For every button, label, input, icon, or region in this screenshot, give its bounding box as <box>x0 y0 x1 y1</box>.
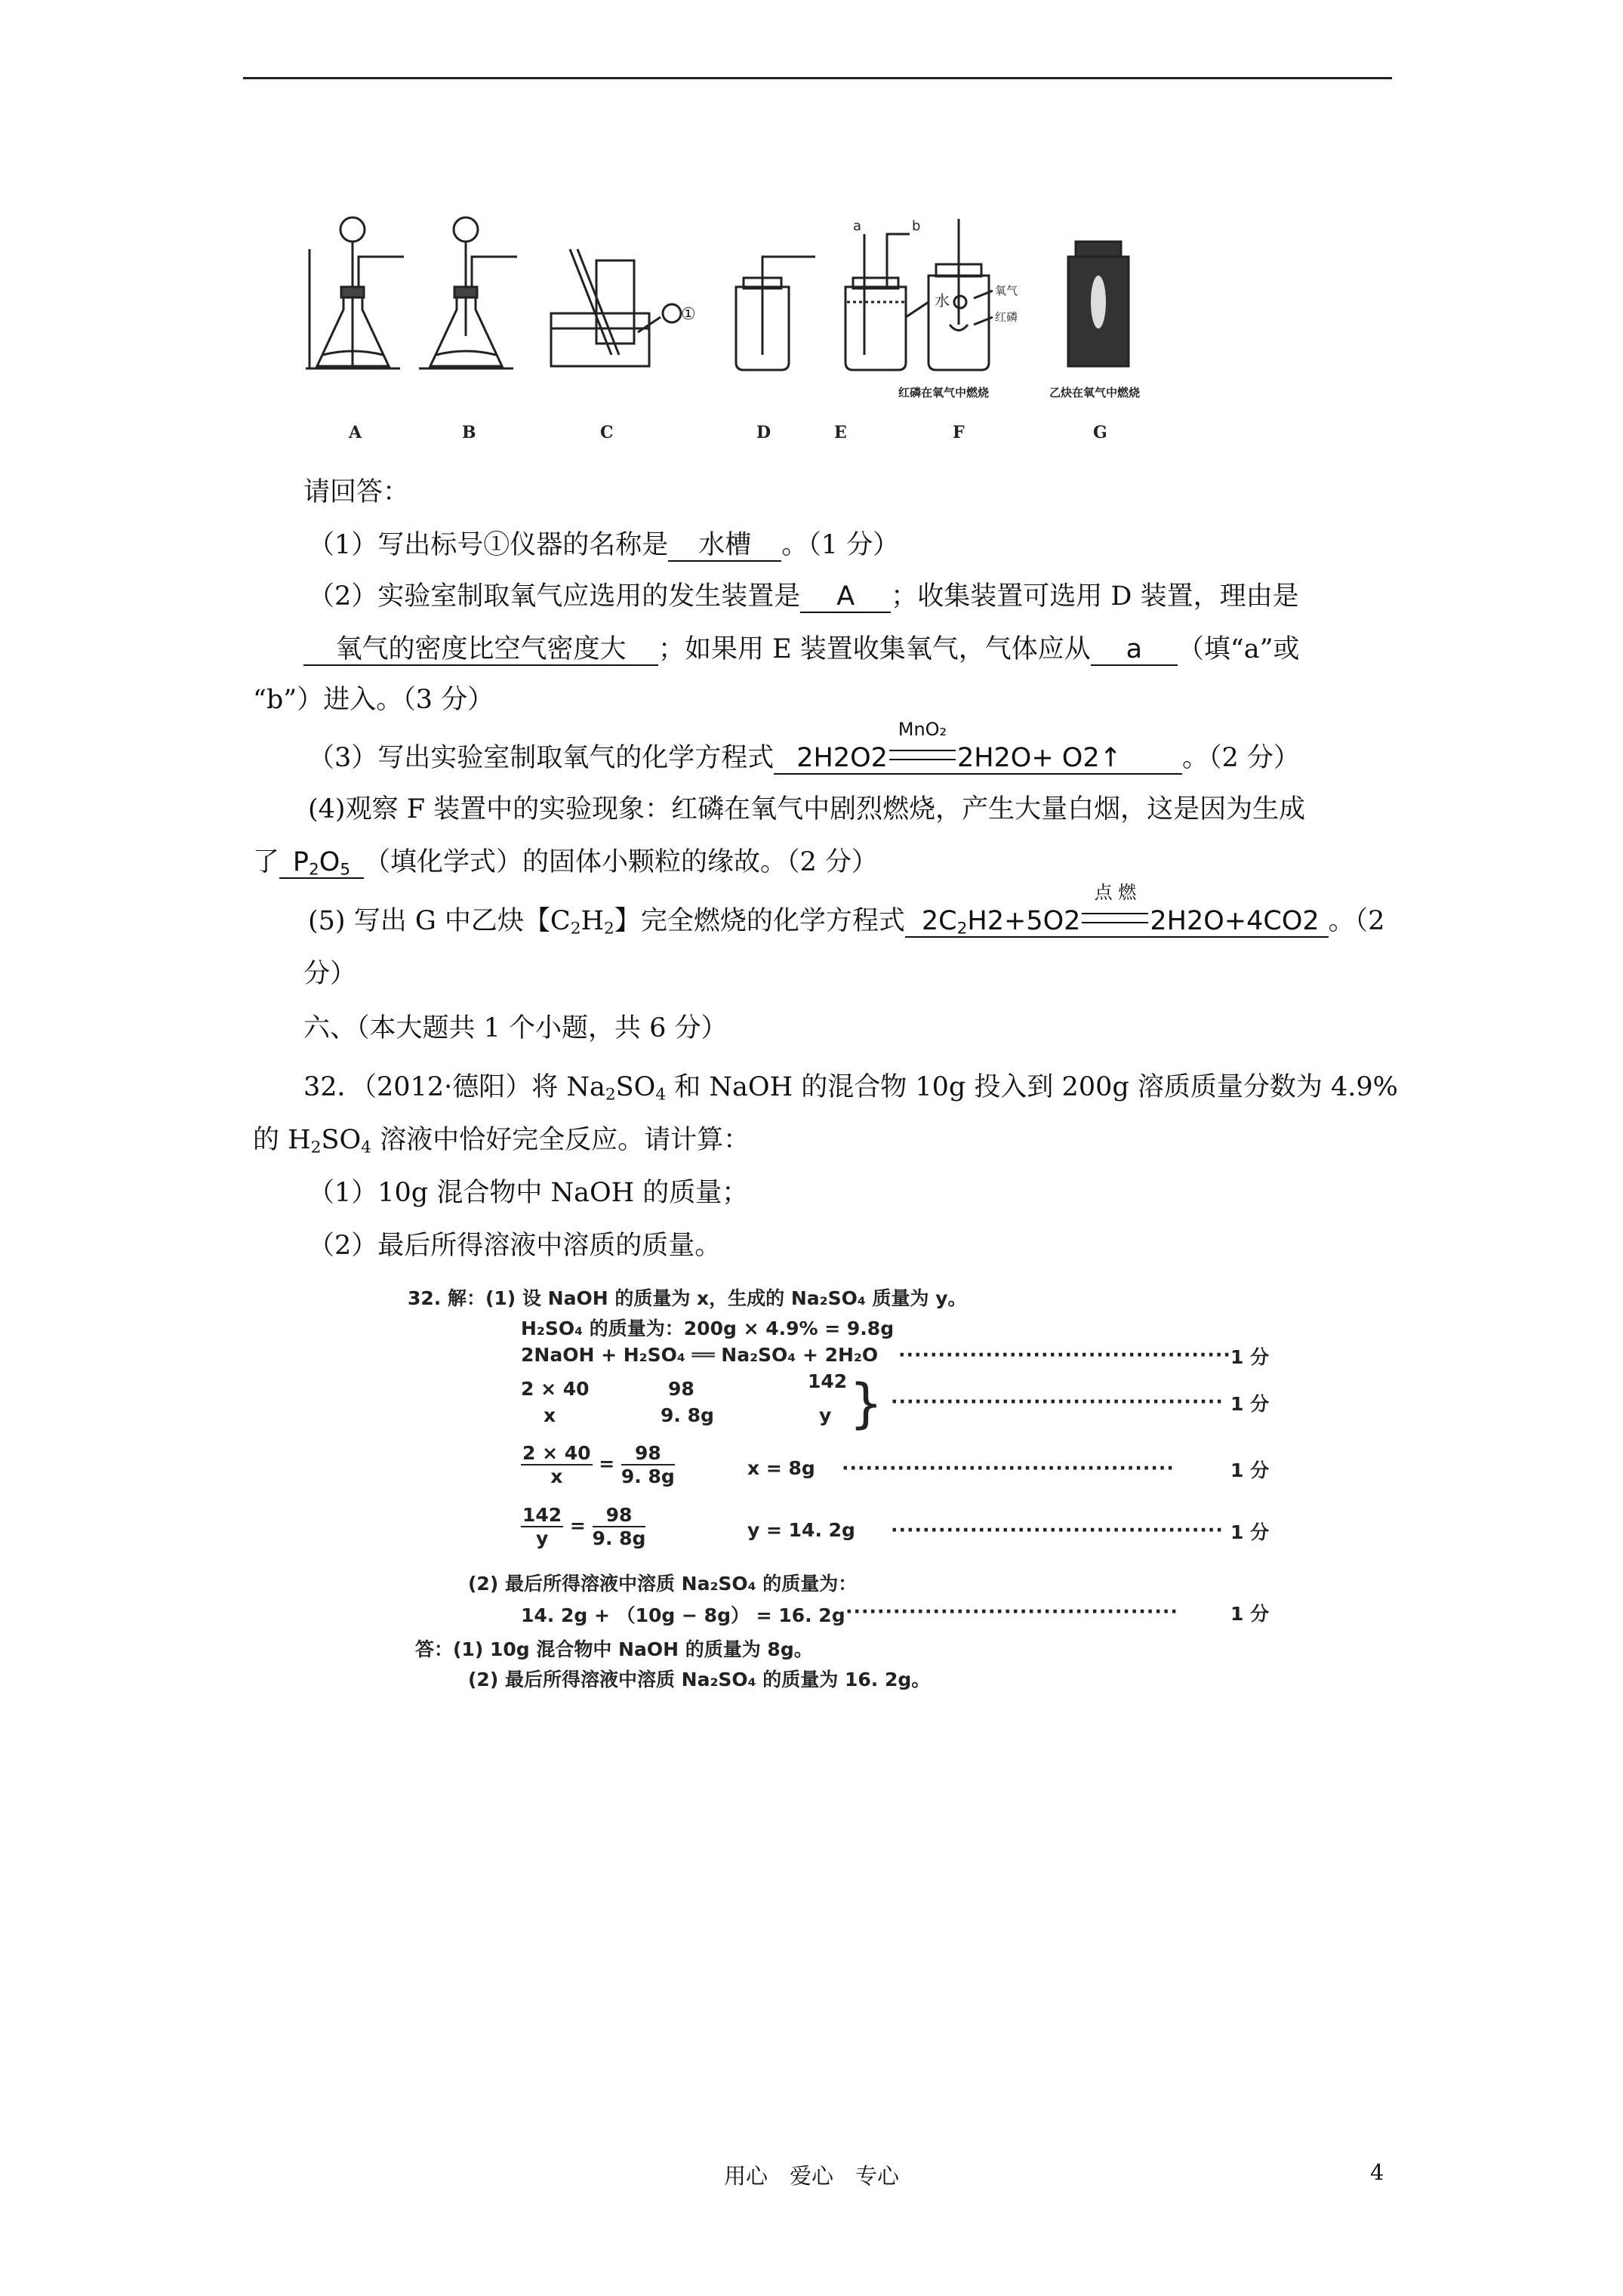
label-pipe-a: a <box>853 218 862 234</box>
caption-f: 红磷在氧气中燃烧 <box>898 386 990 399</box>
apparatus-b-flask <box>419 217 517 368</box>
solution-line-2: H₂SO₄ 的质量为：200g × 4.9% = 9.8g <box>521 1318 895 1339</box>
score-1: 1 分 <box>1230 1346 1270 1368</box>
question-5-line1: (5) 写出 G 中乙炔【$C_2H_2$】完全燃烧的化学方程式 $2C_2H2+5O2$ 点 燃 2H2O+4CO2 。（2 <box>308 882 1385 938</box>
answer-q1: 水槽 <box>668 530 781 562</box>
question-4-line1: (4)观察 F 装置中的实验现象：红磷在氧气中剧烈燃烧，产生大量白烟，这是因为生成 <box>308 794 1306 824</box>
score-4: 1 分 <box>1230 1521 1270 1543</box>
label-e: E <box>834 423 847 442</box>
dots-1: ·········································· <box>898 1344 1231 1366</box>
label-g: G <box>1093 423 1107 442</box>
dots-4: ·········································· <box>891 1519 1224 1541</box>
apparatus-a-flask <box>306 217 404 368</box>
intro-text: 请回答： <box>303 477 410 507</box>
dots-2: ·········································· <box>891 1391 1224 1413</box>
solution-row-4c: 142 <box>808 1370 848 1392</box>
brace: } <box>849 1373 883 1435</box>
result-y: y = 14. 2g <box>747 1519 855 1541</box>
apparatus-g-jar <box>1068 242 1129 366</box>
result-x: x = 8g <box>747 1457 815 1479</box>
question-4-line2: 了 $P_2O_5$ （填化学式）的固体小颗粒的缘故。（2 分） <box>253 847 878 880</box>
score-2: 1 分 <box>1230 1393 1270 1415</box>
label-f: F <box>953 423 965 442</box>
answer-q4-formula: $P_2O_5$ <box>279 847 364 879</box>
answer-q5-equation: $2C_2H2+5O2$ 点 燃 2H2O+4CO2 <box>905 906 1329 938</box>
footer-motto: 用心 爱心 专心 <box>723 2163 899 2189</box>
page-number: 4 <box>1370 2159 1384 2185</box>
answer-line-2: (2) 最后所得溶液中溶质 Na₂SO₄ 的质量为 16. 2g。 <box>468 1669 931 1690</box>
caption-g: 乙炔在氧气中燃烧 <box>1049 386 1141 399</box>
label-pipe-b: b <box>912 218 921 234</box>
solution-line-3: 2NaOH + H₂SO₄ ══ Na₂SO₄ + 2H₂O <box>521 1344 879 1366</box>
apparatus-e-bottle <box>845 234 929 370</box>
label-b: B <box>462 423 476 442</box>
question-3: （3）写出实验室制取氧气的化学方程式 2H2O2 MnO₂ 2H2O+ O2↑ 。（2 分） <box>308 719 1300 773</box>
label-d: D <box>756 423 771 442</box>
answer-q3-equation: 2H2O2 MnO₂ 2H2O+ O2↑ <box>774 743 1182 775</box>
answer-q2-device: A <box>800 581 891 613</box>
apparatus-c-trough <box>551 249 681 366</box>
question-2-line1: （2）实验室制取氧气应选用的发生装置是 A ；收集装置可选用 D 装置，理由是 <box>308 581 1299 612</box>
answer-q2-inlet: a <box>1091 634 1178 666</box>
label-f-phosphorus: 红磷 <box>995 310 1018 324</box>
dots-5: ·········································· <box>845 1601 1178 1623</box>
header-rule <box>243 77 1392 79</box>
solution-line-1: 32. 解：(1) 设 NaOH 的质量为 x，生成的 Na₂SO₄ 质量为 y。 <box>408 1287 967 1309</box>
answer-q2-reason: 氧气的密度比空气密度大 <box>303 634 658 666</box>
solution-line-9: 14. 2g + （10g − 8g） = 16. 2g <box>521 1604 845 1626</box>
score-3: 1 分 <box>1230 1459 1270 1481</box>
solution-fraction-row-1: $\frac{2 \times 40}{x}$ = $\frac{98}{9. 8g}$ <box>522 1442 675 1487</box>
label-f-oxygen: 氧气 <box>995 284 1018 297</box>
question-5-line2: 分） <box>303 959 357 989</box>
question-32-sub1: （1）10g 混合物中 NaOH 的质量； <box>308 1178 749 1208</box>
label-annotation-1: ① <box>681 305 696 324</box>
label-a: A <box>349 423 362 442</box>
question-1: （1）写出标号①仪器的名称是 水槽 。（1 分） <box>308 530 900 560</box>
dots-3: ·········································· <box>842 1457 1175 1479</box>
solution-fraction-row-2: $\frac{142}{y}$ = $\frac{98}{9. 8g}$ <box>522 1504 646 1549</box>
apparatus-d-bottle <box>736 257 815 370</box>
score-5: 1 分 <box>1230 1603 1270 1625</box>
solution-row-5a: x <box>544 1404 556 1426</box>
solution-block <box>408 1284 1283 1721</box>
question-2-line3: “b”）进入。（3 分） <box>253 685 494 715</box>
label-water: 水 <box>935 291 950 310</box>
question-32-line2: 的 $H_2SO_4$ 溶液中恰好完全反应。请计算： <box>253 1125 750 1157</box>
answer-line-1: 答：(1) 10g 混合物中 NaOH 的质量为 8g。 <box>415 1638 813 1660</box>
question-32-sub2: （2）最后所得溶液中溶质的质量。 <box>308 1231 722 1261</box>
question-2-line2: 氧气的密度比空气密度大 ；如果用 E 装置收集氧气，气体应从 a （填“a”或 <box>303 633 1299 666</box>
solution-line-8: (2) 最后所得溶液中溶质 Na₂SO₄ 的质量为： <box>468 1573 858 1595</box>
solution-row-5c: y <box>819 1404 832 1426</box>
section-6-heading: 六、（本大题共 1 个小题，共 6 分） <box>303 1013 728 1043</box>
label-c: C <box>600 423 614 442</box>
apparatus-figure <box>302 204 1253 453</box>
solution-row-4b: 98 <box>668 1378 694 1400</box>
solution-row-5b: 9. 8g <box>661 1404 714 1426</box>
question-32-line1: 32．（2012·德阳）将 $Na_2SO_4$ 和 NaOH 的混合物 10g 投入到 200g 溶质质量分数为 4.9% <box>303 1072 1398 1105</box>
solution-row-4a: 2 × 40 <box>521 1378 590 1400</box>
